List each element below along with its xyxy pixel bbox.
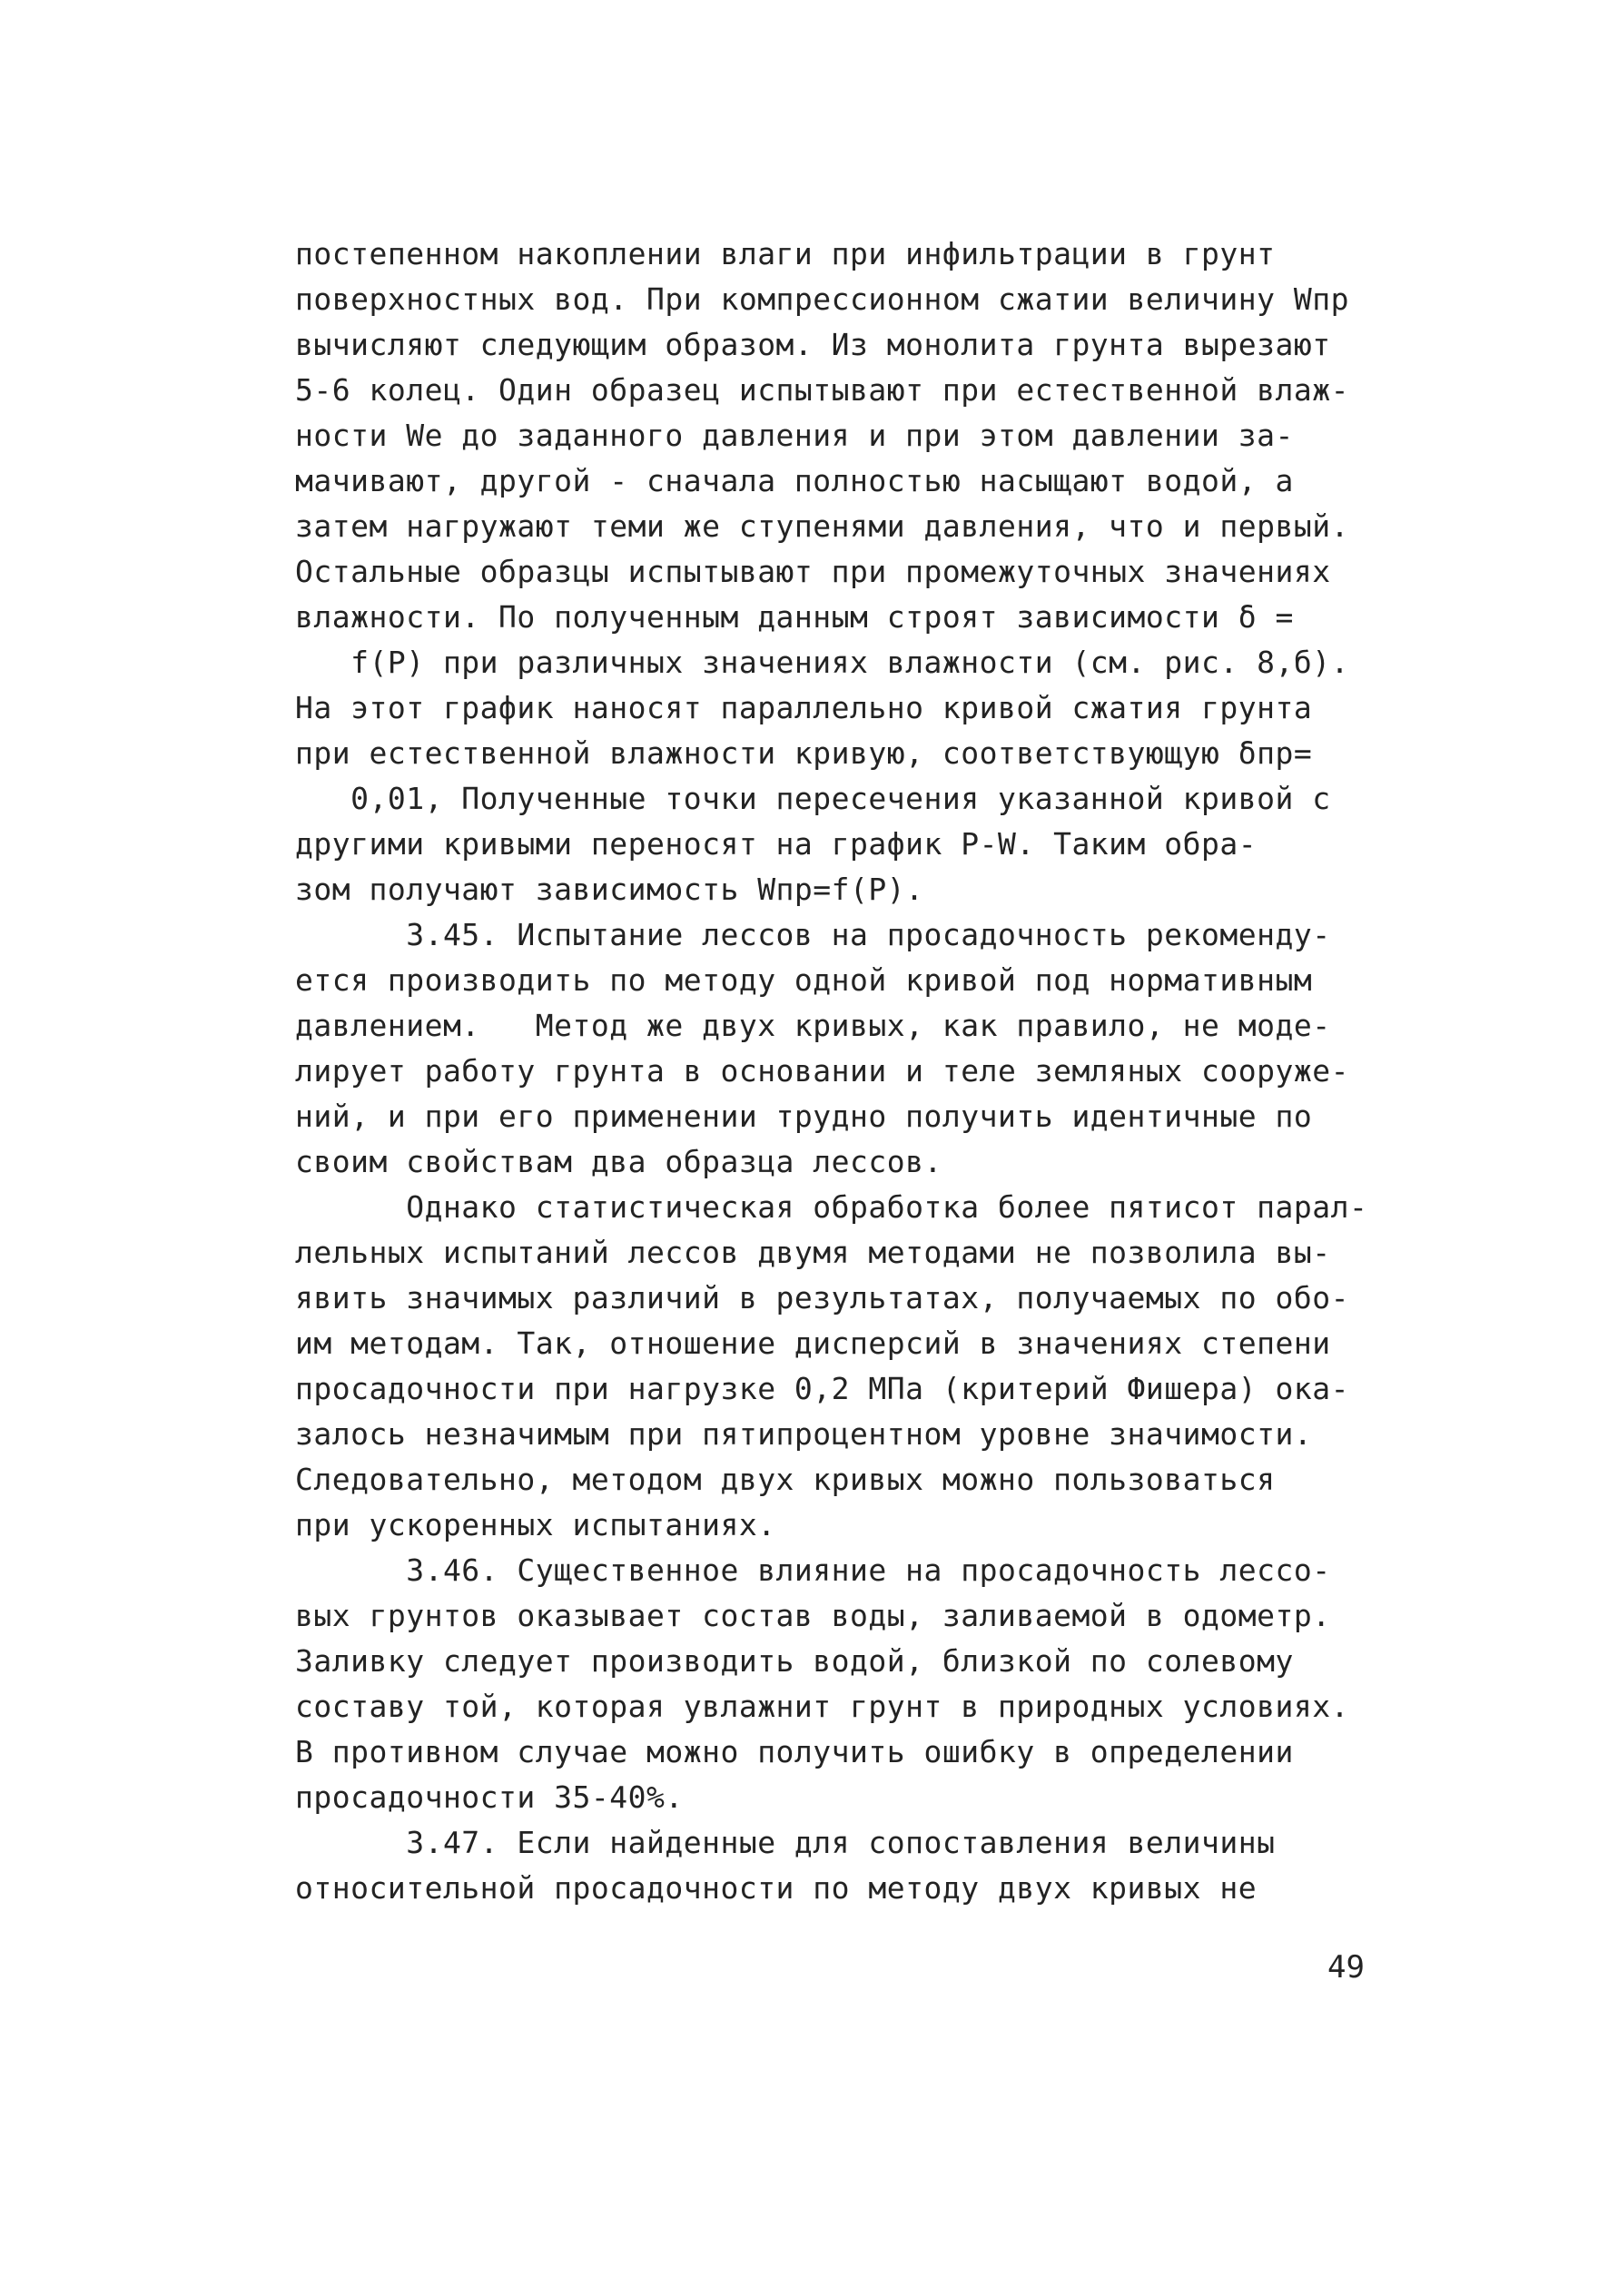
text-line-15: зом получают зависимость Wпр=f(P). bbox=[295, 872, 924, 907]
text-line-18: давлением. Метод же двух кривых, как правило, не моде- bbox=[295, 1008, 1331, 1043]
text-line-29: при ускоренных испытаниях. bbox=[295, 1507, 776, 1542]
text-line-3: вычисляют следующим образом. Из монолита грунта вырезают bbox=[295, 327, 1331, 362]
text-line-5: ности Wе до заданного давления и при этом давлении за- bbox=[295, 418, 1294, 453]
text-line-32: Заливку следует производить водой, близкой по солевому bbox=[295, 1643, 1294, 1679]
text-line-34: В противном случае можно получить ошибку в определении bbox=[295, 1734, 1294, 1769]
text-line-31: вых грунтов оказывает состав воды, заливаемой в одометр. bbox=[295, 1598, 1331, 1633]
text-line-1: постепенном накоплении влаги при инфильтрации в грунт bbox=[295, 236, 1276, 271]
text-line-17: ется производить по методу одной кривой под нормативным bbox=[295, 962, 1313, 998]
text-line-4: 5-6 колец. Один образец испытывают при естественной влаж- bbox=[295, 372, 1349, 408]
text-line-7: затем нагружают теми же ступенями давления, что и первый. bbox=[295, 508, 1349, 544]
text-line-20: ний, и при его применении трудно получить идентичные по bbox=[295, 1099, 1313, 1134]
text-line-24: явить значимых различий в результатах, получаемых по обо- bbox=[295, 1280, 1349, 1316]
text-line-30: 3.46. Существенное влияние на просадочность лессо- bbox=[295, 1552, 1331, 1588]
text-line-9: влажности. По полученным данным строят зависимости δ = bbox=[295, 599, 1294, 635]
text-line-19: лирует работу грунта в основании и теле земляных сооруже- bbox=[295, 1053, 1349, 1089]
text-line-14: другими кривыми переносят на график P-W. Таким обра- bbox=[295, 826, 1258, 862]
text-line-10: f(P) при различных значениях влажности (см. рис. 8,б). bbox=[295, 645, 1349, 680]
text-line-12: при естественной влажности кривую, соответствующую δпр= bbox=[295, 735, 1313, 771]
body-text bbox=[295, 232, 1421, 1911]
text-line-13: 0,01, Полученные точки пересечения указанной кривой с bbox=[295, 781, 1331, 816]
text-line-37: относительной просадочности по методу двух кривых не bbox=[295, 1870, 1258, 1906]
text-line-2: поверхностных вод. При компрессионном сжатии величину Wпр bbox=[295, 281, 1349, 317]
text-line-26: просадочности при нагрузке 0,2 МПа (критерий Фишера) ока- bbox=[295, 1371, 1349, 1406]
text-line-23: лельных испытаний лессов двумя методами не позволила вы- bbox=[295, 1235, 1331, 1270]
text-line-16: 3.45. Испытание лессов на просадочность рекоменду- bbox=[295, 917, 1331, 952]
page-number: 49 bbox=[1327, 1949, 1365, 1986]
text-line-28: Следовательно, методом двух кривых можно пользоваться bbox=[295, 1462, 1276, 1497]
text-line-22: Однако статистическая обработка более пятисот парал- bbox=[295, 1189, 1368, 1225]
text-line-8: Остальные образцы испытывают при промежуточных значениях bbox=[295, 554, 1331, 589]
text-line-25: им методам. Так, отношение дисперсий в значениях степени bbox=[295, 1325, 1331, 1361]
text-line-21: своим свойствам два образца лессов. bbox=[295, 1144, 942, 1179]
text-line-35: просадочности 35-40%. bbox=[295, 1779, 684, 1815]
text-line-6: мачивают, другой - сначала полностью насыщают водой, а bbox=[295, 463, 1294, 498]
text-line-11: На этот график наносят параллельно кривой сжатия грунта bbox=[295, 690, 1313, 725]
text-line-27: залось незначимым при пятипроцентном уровне значимости. bbox=[295, 1416, 1313, 1452]
text-line-36: 3.47. Если найденные для сопоставления величины bbox=[295, 1825, 1276, 1860]
text-line-33: составу той, которая увлажнит грунт в природных условиях. bbox=[295, 1689, 1349, 1724]
